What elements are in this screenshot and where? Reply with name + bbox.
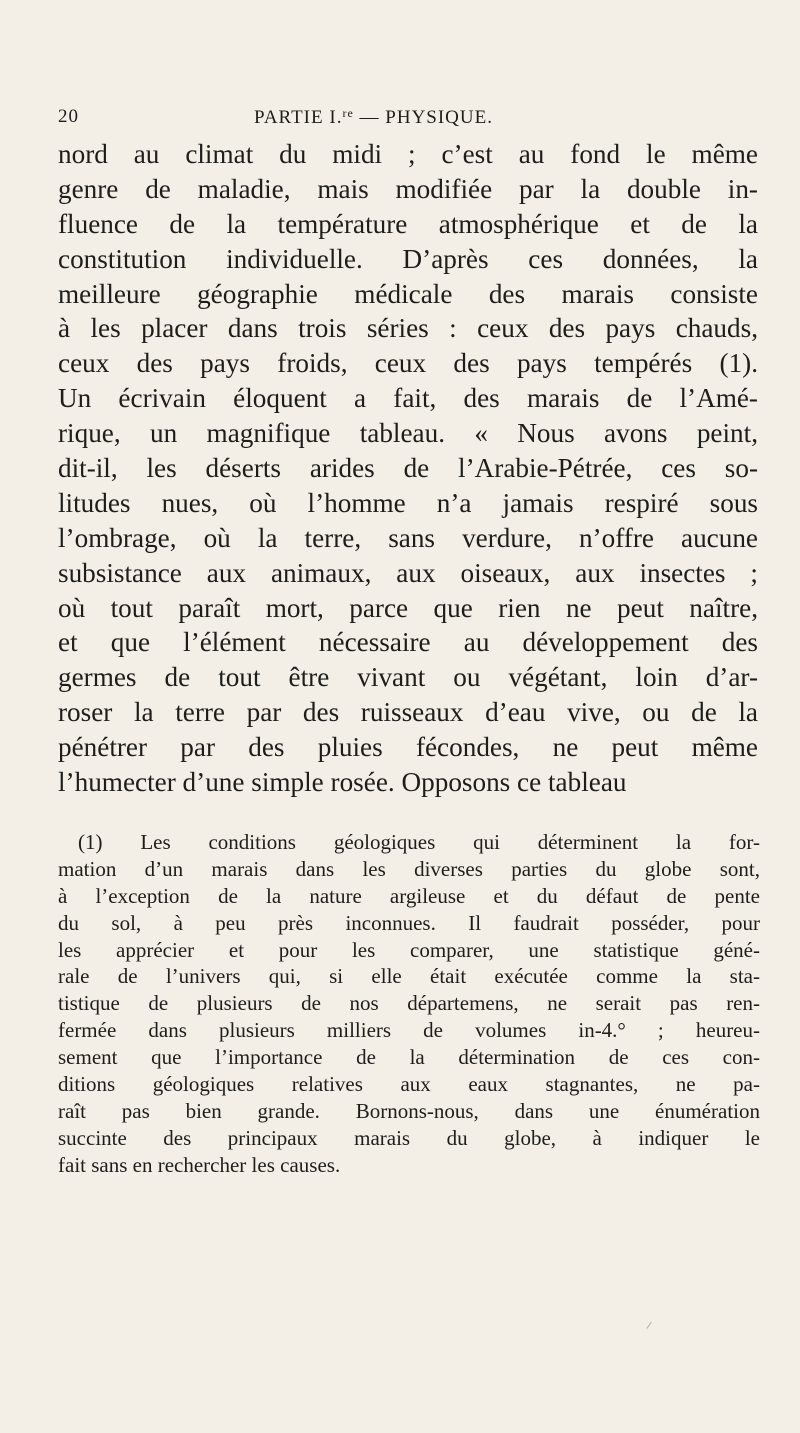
running-head xyxy=(58,106,760,136)
footnote-line: ditions géologiques relatives aux eaux stagnantes, ne pa- xyxy=(58,1072,760,1097)
body-line: où tout paraît mort, parce que rien ne peut naître, xyxy=(58,592,758,623)
body-line: litudes nues, où l’homme n’a jamais respiré sous xyxy=(58,487,758,518)
footnote-line: tistique de plusieurs de nos départemens, ne serait pas ren- xyxy=(58,991,760,1016)
footnote-line: rale de l’univers qui, si elle était exécutée comme la sta- xyxy=(58,964,760,989)
footnote-line: mation d’un marais dans les diverses parties du globe sont, xyxy=(58,856,760,881)
body-line: nord au climat du midi ; c’est au fond le même xyxy=(58,139,758,169)
body-line: genre de maladie, mais modifiée par la double in- xyxy=(58,173,758,204)
body-line: rique, un magnifique tableau. « Nous avons peint, xyxy=(58,418,758,449)
body-line: ceux des pays froids, ceux des pays tempérés (1). xyxy=(58,348,758,379)
running-title-prefix: PARTIE I. xyxy=(254,107,343,128)
body-line: germes de tout être vivant ou végétant, loin d’ar- xyxy=(58,662,758,693)
body-text xyxy=(58,137,758,800)
running-title-suffix: — PHYSIQUE. xyxy=(353,107,493,128)
body-line: l’ombrage, où la terre, sans verdure, n’offre aucune xyxy=(58,522,758,553)
footnote xyxy=(58,829,760,1179)
body-line: à les placer dans trois séries : ceux des pays chauds, xyxy=(58,313,758,344)
body-line: Un écrivain éloquent a fait, des marais de l’Amé- xyxy=(58,383,758,414)
footnote-line: raît pas bien grande. Bornons-nous, dans une énumération xyxy=(58,1098,760,1123)
footnote-line: (1) Les conditions géologiques qui déterminent la for- xyxy=(78,830,760,854)
footnote-line: les apprécier et pour les comparer, une statistique géné- xyxy=(58,937,760,962)
body-line: meilleure géographie médicale des marais consiste xyxy=(58,278,758,309)
stray-ink-mark xyxy=(646,1322,656,1333)
footnote-line: du sol, à peu près inconnues. Il faudrait posséder, pour xyxy=(58,910,760,935)
page-number: 20 xyxy=(58,106,79,127)
body-line: pénétrer par des pluies fécondes, ne peut même xyxy=(58,732,758,763)
footnote-line: sement que l’importance de la détermination de ces con- xyxy=(58,1045,760,1070)
body-line: roser la terre par des ruisseaux d’eau vive, ou de la xyxy=(58,697,758,728)
body-line: constitution individuelle. D’après ces données, la xyxy=(58,243,758,274)
running-title xyxy=(254,106,493,129)
body-line: l’humecter d’une simple rosée. Opposons ce tableau xyxy=(58,767,627,798)
body-line: dit-il, les déserts arides de l’Arabie-Pétrée, ces so- xyxy=(58,453,758,484)
body-line: subsistance aux animaux, aux oiseaux, aux insectes ; xyxy=(58,557,758,588)
footnote-line: à l’exception de la nature argileuse et du défaut de pente xyxy=(58,883,760,908)
running-title-superscript: re xyxy=(342,106,354,120)
footnote-line: fermée dans plusieurs milliers de volumes in-4.° ; heureu- xyxy=(58,1018,760,1043)
footnote-line: fait sans en rechercher les causes. xyxy=(58,1152,341,1177)
footnote-line: succinte des principaux marais du globe, à indiquer le xyxy=(58,1125,760,1150)
body-line: fluence de la température atmosphérique et de la xyxy=(58,208,758,239)
body-line: et que l’élément nécessaire au développement des xyxy=(58,627,758,658)
